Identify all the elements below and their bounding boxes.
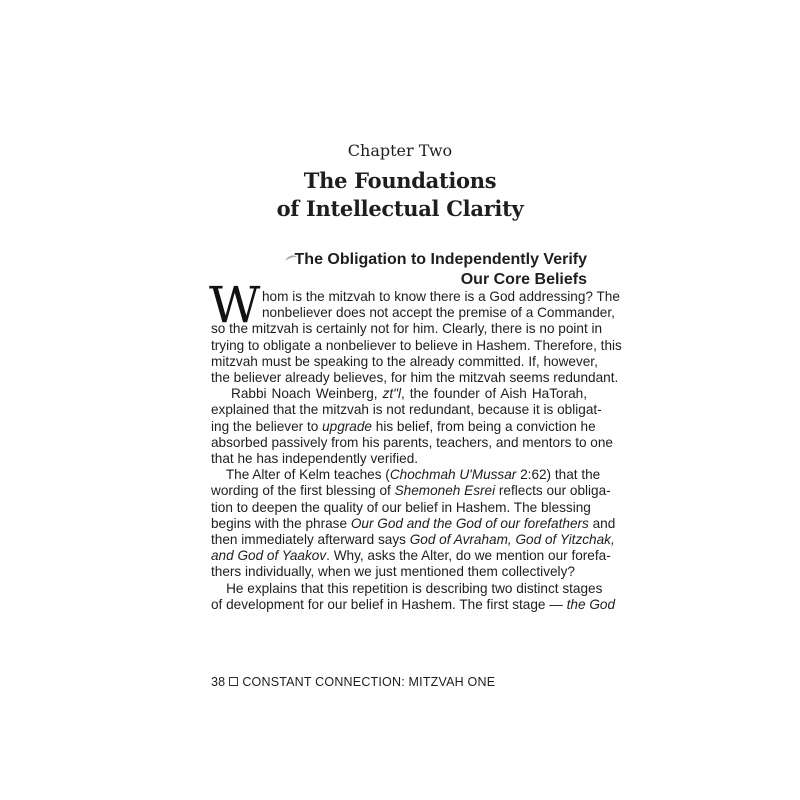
text-segment: begins with the phrase (211, 515, 351, 531)
italic-text: God of Avraham, God of Yitzchak, (409, 532, 615, 547)
body-line (211, 483, 611, 499)
text-segment: The Alter of Kelm teaches ( (211, 467, 390, 483)
body-line (262, 289, 620, 305)
body-line (211, 337, 622, 354)
text-segment: wording of the first blessing of (211, 483, 395, 499)
chapter-label: Chapter Two (347, 141, 453, 160)
italic-text: the God (566, 596, 616, 612)
text-segment: mitzvah must be speaking to the already committed. If, however, (211, 353, 598, 369)
italic-text: Our God and the God of our forefathers (350, 515, 589, 531)
text-segment: He explains that this repetition is describing two distinct stages (211, 580, 603, 596)
text-segment: thers individually, when we just mentioned them collectively? (211, 564, 575, 580)
body-line (211, 370, 619, 386)
text-segment: reflects our obliga- (495, 483, 611, 499)
body-line (211, 418, 596, 435)
italic-text: and God of Yaakov (211, 548, 327, 564)
drop-cap: W (209, 276, 261, 334)
page-number: 38 (211, 675, 226, 689)
italic-text: Shemoneh Esrei (394, 483, 496, 499)
body-line (211, 434, 613, 451)
text-segment: of development for our belief in Hashem. The first stage — (211, 596, 567, 612)
running-head: CONSTANT CONNECTION: MITZVAH ONE (242, 675, 496, 689)
body-line (211, 467, 601, 483)
body-line (211, 580, 603, 597)
text-segment: trying to obligate a nonbeliever to believe in Hashem. Therefore, this (211, 337, 622, 353)
body-line (211, 499, 591, 516)
text-segment: explained that the mitzvah is not redundant, because it is obligat- (211, 402, 602, 418)
body-line (211, 596, 616, 613)
text-segment: . Why, asks the Alter, do we mention our forefa- (326, 548, 611, 564)
text-segment: that he has independently verified. (211, 451, 419, 466)
text-segment: the believer already believes, for him the mitzvah seems redundant. (211, 370, 619, 385)
body-line (211, 532, 615, 548)
text-segment: tion to deepen the quality of our belief in Hashem. The blessing (211, 499, 591, 515)
body-line (211, 548, 611, 564)
page-footer (211, 675, 495, 689)
body-line (211, 564, 587, 580)
section-heading-line-1: The Obligation to Independently Verify (294, 251, 587, 268)
body-line (211, 386, 587, 402)
text-segment: ing the believer to (211, 418, 323, 434)
italic-text: zt"l (382, 386, 401, 402)
body-line (262, 305, 615, 321)
square-separator-icon (229, 677, 238, 686)
chapter-title-line-1: The Foundations (303, 168, 497, 193)
text-segment: Rabbi Noach Weinberg, (211, 386, 383, 402)
body-line (211, 353, 598, 370)
body-line (211, 451, 587, 467)
body-line (211, 402, 602, 418)
text-segment: and (588, 515, 616, 531)
text-segment: nonbeliever does not accept the premise of a Commander, (262, 305, 615, 321)
text-segment: absorbed passively from his parents, teachers, and mentors to one (211, 434, 613, 450)
italic-text: upgrade (322, 418, 372, 434)
text-segment: 2:62) that the (516, 467, 601, 483)
text-segment: so the mitzvah is certainly not for him. Clearly, there is no point in (211, 321, 603, 337)
body-line (211, 321, 603, 337)
text-segment: then immediately afterward says (211, 532, 410, 547)
text-segment: his belief, from being a conviction he (371, 418, 596, 434)
chapter-title-line-2: of Intellectual Clarity (276, 196, 524, 221)
italic-text: Chochmah U'Mussar (389, 467, 517, 483)
section-heading-line-2: Our Core Beliefs (460, 271, 587, 288)
text-segment: , the founder of Aish HaTorah, (401, 386, 587, 402)
text-segment: hom is the mitzvah to know there is a God addressing? The (262, 289, 620, 304)
body-line (211, 515, 616, 532)
